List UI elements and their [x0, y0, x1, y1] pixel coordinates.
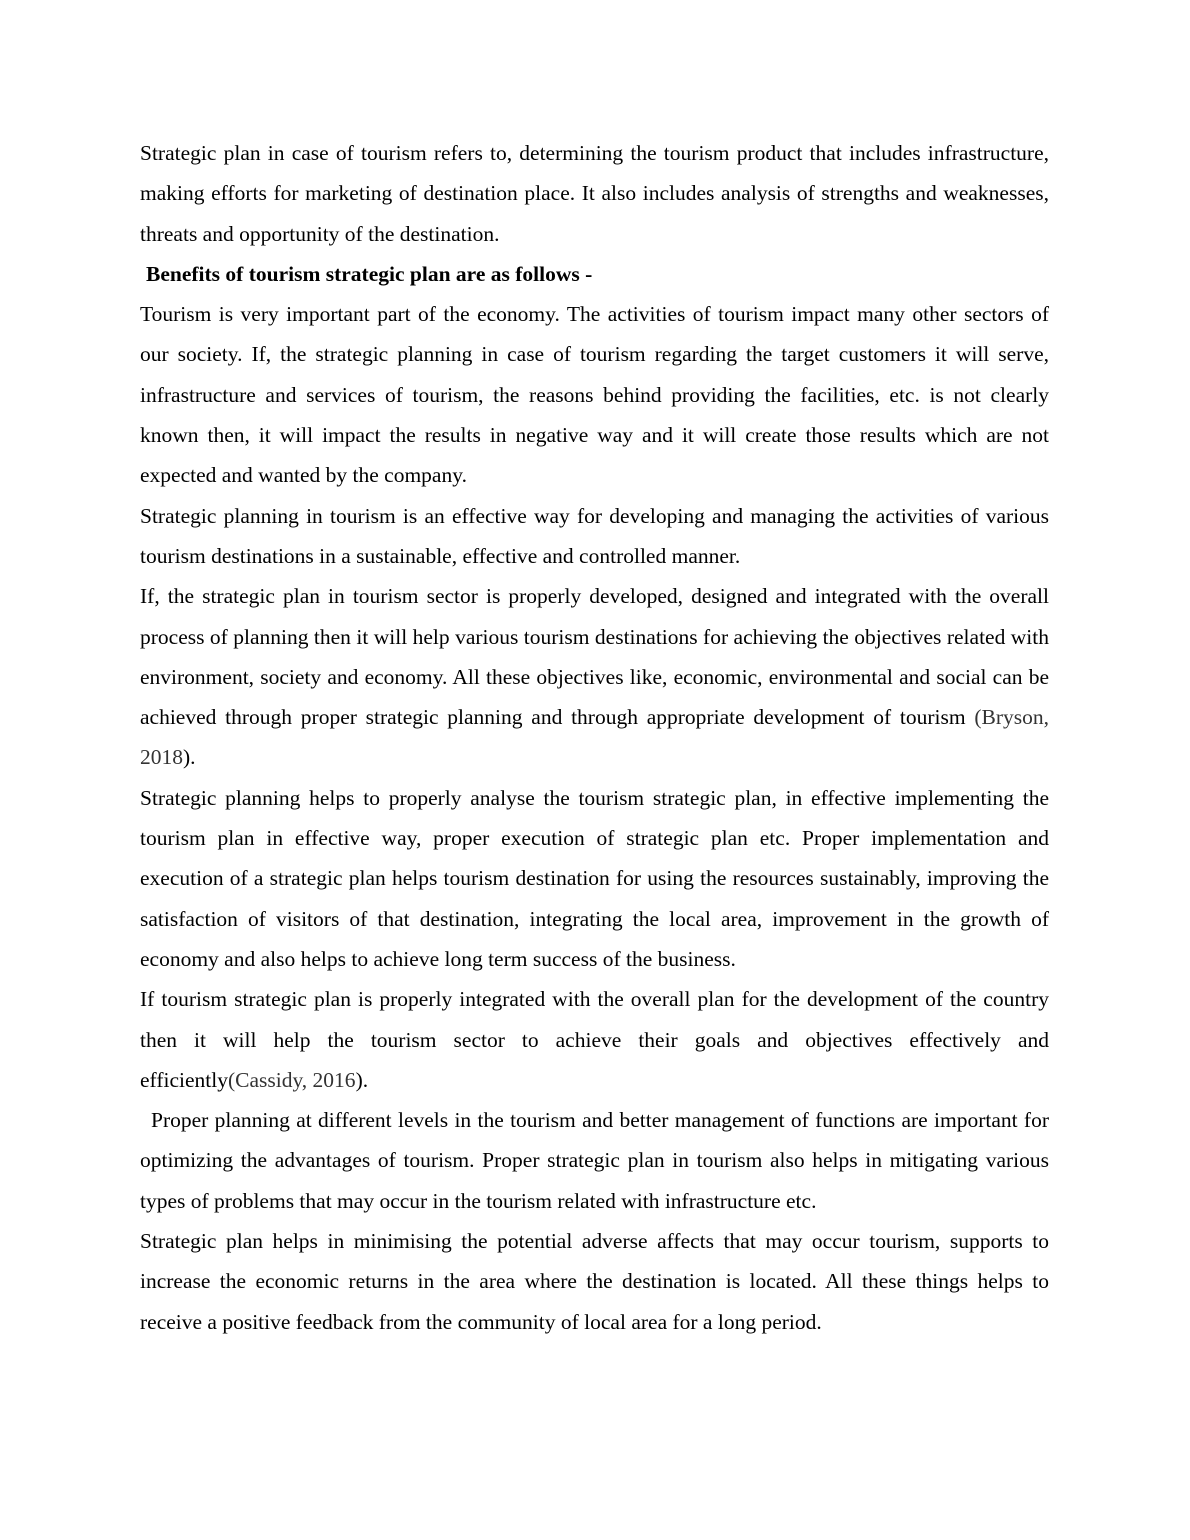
- paragraph-objectives: [140, 576, 1049, 777]
- paragraph-implementation: Strategic planning helps to properly analyse the tourism strategic plan, in effective implementing the tourism plan in effective way, proper execution of strategic plan etc. Proper implementation and execution of a strategic plan helps tourism destination for using the resources sustainably, improving the satisfaction of visitors of that destination, integrating the local area, improvement in the growth of economy and also helps to achieve long term success of the business.: [140, 785, 1049, 971]
- paragraph-economy: Tourism is very important part of the economy. The activities of tourism impact many other sectors of our society. If, the strategic planning in case of tourism regarding the target customers it will serve, infrastructure and services of tourism, the reasons behind providing the facilities, etc. is not clearly known then, it will impact the results in negative way and it will create those results which are not expected and wanted by the company.: [140, 302, 1049, 488]
- paragraph-objectives-text: If, the strategic plan in tourism sector is properly developed, designed and integrated with the overall process of planning then it will help various tourism destinations for achieving the objectives related with environment, society and economy. All these objectives like, economic, environmental and social can be achieved through proper strategic planning and through appropriate development of tourism: [140, 584, 1049, 730]
- document-page: [140, 133, 1049, 1342]
- paragraph-effective-way: Strategic planning in tourism is an effective way for developing and managing the activities of various tourism destinations in a sustainable, effective and controlled manner.: [140, 503, 1049, 568]
- citation-cassidy: (Cassidy, 2016: [227, 1067, 356, 1092]
- paragraph-planning-levels-text: Proper planning at different levels in the tourism and better management of functions are important for optimizing the advantages of tourism. Proper strategic plan in tourism also helps in mitigating various types of problems that may occur in the tourism related with infrastructure etc.: [140, 1108, 1049, 1213]
- paragraph-objectives-end: ).: [183, 745, 196, 770]
- section-heading: Benefits of tourism strategic plan are as follows -: [146, 261, 593, 286]
- paragraph-planning-levels: [140, 1100, 1049, 1221]
- citation-bryson: (Bryson, 2018: [140, 705, 1049, 770]
- paragraph-adverse-affects: Strategic plan helps in minimising the potential adverse affects that may occur tourism, supports to increase the economic returns in the area where the destination is located. All these things helps to receive a positive feedback from the community of local area for a long period.: [140, 1229, 1049, 1334]
- paragraph-definition: Strategic plan in case of tourism refers to, determining the tourism product that includes infrastructure, making efforts for marketing of destination place. It also includes analysis of strengths and weaknesses, threats and opportunity of the destination.: [140, 141, 1049, 246]
- paragraph-integration-end: ).: [355, 1067, 369, 1092]
- paragraph-integration-text: If tourism strategic plan is properly integrated with the overall plan for the development of the country then it will help the tourism sector to achieve their goals and objectives effectively and efficiently: [140, 987, 1049, 1092]
- paragraph-integration: [140, 979, 1049, 1100]
